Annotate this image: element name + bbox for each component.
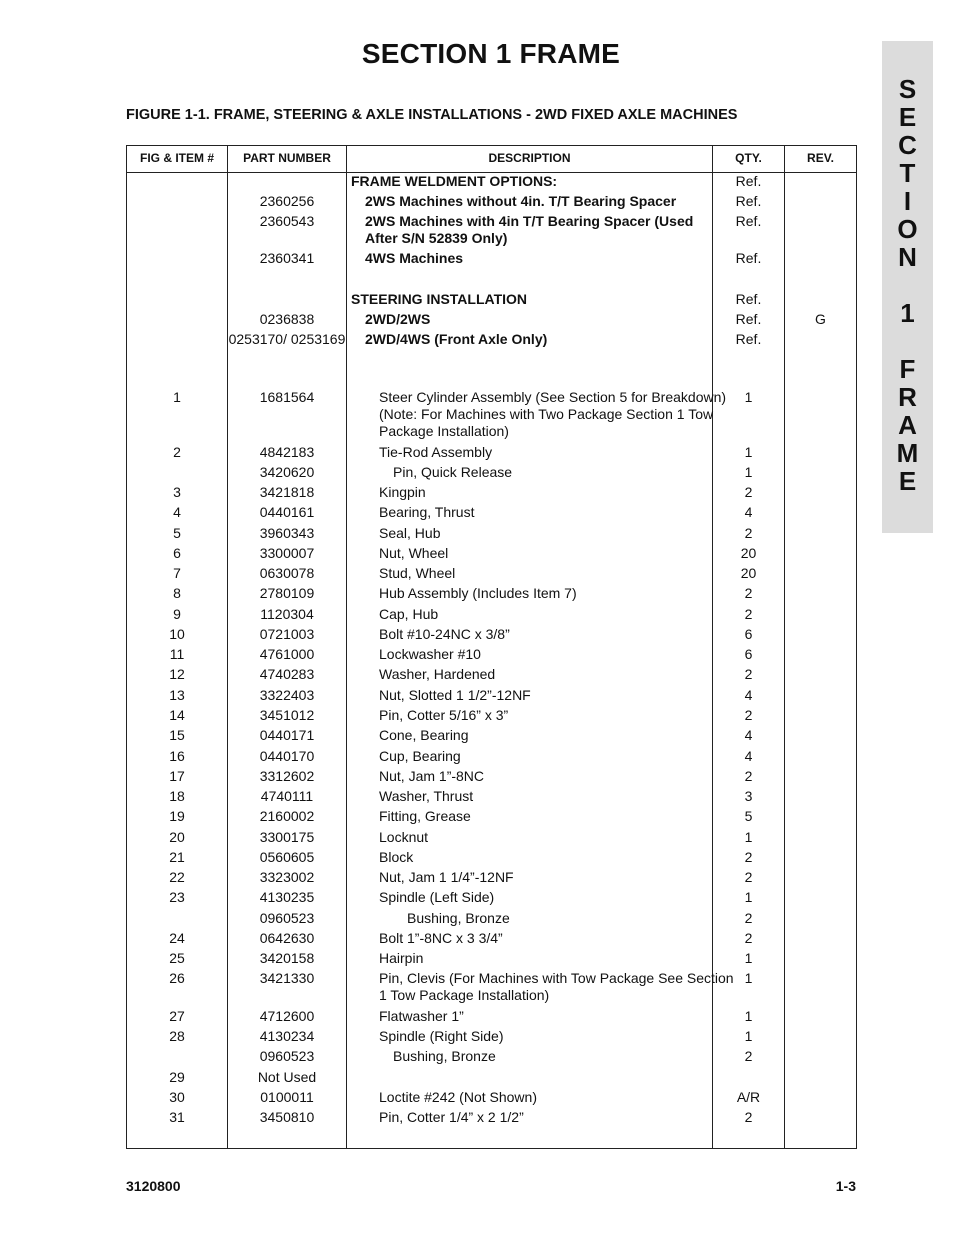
- description-cell: Spindle (Right Side): [379, 1028, 504, 1044]
- description-cell: Nut, Slotted 1 1/2”-12NF: [379, 687, 531, 703]
- side-tab-letter: F: [899, 354, 916, 384]
- table-row: [127, 1008, 856, 1028]
- part-number-cell: 1681564: [259, 389, 315, 405]
- part-number-cell: 0721003: [259, 626, 315, 642]
- part-number-cell: 4130234: [259, 1028, 315, 1044]
- part-number-cell: 0440170: [259, 748, 315, 764]
- table-row: [127, 1069, 856, 1089]
- fig-item-cell: 13: [169, 687, 185, 703]
- qty-cell: 2: [744, 849, 753, 865]
- side-tab-letter: S: [898, 74, 917, 104]
- table-row: [127, 1109, 856, 1129]
- side-tab-letter: A: [898, 410, 917, 440]
- description-cell: Cap, Hub: [379, 606, 439, 622]
- fig-item-cell: 29: [169, 1069, 185, 1085]
- fig-item-cell: 11: [169, 646, 185, 662]
- figure-title: FIGURE 1-1. FRAME, STEERING & AXLE INSTALLATIONS - 2WD FIXED AXLE MACHINES: [126, 107, 738, 123]
- table-row: [127, 565, 856, 585]
- table-row: [127, 464, 856, 484]
- table-row: [127, 291, 856, 311]
- table-row: [127, 889, 856, 910]
- qty-cell: 6: [744, 626, 753, 642]
- fig-item-cell: 10: [169, 626, 185, 642]
- fig-item-cell: 1: [173, 389, 181, 405]
- part-number-cell: 0100011: [260, 1089, 314, 1105]
- description-cell: Bushing, Bronze: [407, 910, 510, 926]
- table-row: [127, 646, 856, 666]
- qty-cell: 2: [744, 585, 753, 601]
- table-row: [127, 829, 856, 849]
- part-number-cell: 0960523: [259, 910, 315, 926]
- description-cell: Seal, Hub: [379, 525, 441, 541]
- description-cell: Block: [379, 849, 414, 865]
- part-number-cell: 4761000: [259, 646, 315, 662]
- table-row: [127, 768, 856, 788]
- description-cell: Hairpin: [379, 950, 424, 966]
- table-row: [127, 910, 856, 930]
- description-cell: 2WD/2WS: [365, 311, 431, 327]
- side-tab-letter: [882, 271, 933, 299]
- qty-cell: 2: [744, 910, 753, 926]
- qty-cell: 1: [744, 970, 753, 986]
- fig-item-cell: 23: [169, 889, 185, 905]
- table-row: [127, 950, 856, 970]
- part-number-cell: 3323002: [259, 869, 315, 885]
- qty-cell: 2: [744, 1048, 753, 1064]
- part-number-cell: 2360256: [259, 193, 315, 209]
- header-description: DESCRIPTION: [488, 151, 571, 165]
- table-row: [127, 687, 856, 707]
- table-row: [127, 788, 856, 808]
- part-number-cell: 3300007: [259, 545, 315, 561]
- qty-cell: 6: [744, 646, 753, 662]
- qty-cell: Ref.: [735, 311, 762, 327]
- description-cell: 4WS Machines: [365, 250, 464, 266]
- description-cell: Bushing, Bronze: [393, 1048, 496, 1064]
- description-cell: Steer Cylinder Assembly (See Section 5 for Breakdown) (Note: For Machines with Two Package Section 1 Tow Package Installation): [379, 389, 727, 439]
- side-tab-letter: E: [898, 102, 917, 132]
- fig-item-cell: 16: [169, 748, 185, 764]
- description-cell: Flatwasher 1”: [379, 1008, 464, 1024]
- table-row: [127, 213, 856, 250]
- description-cell: Stud, Wheel: [379, 565, 456, 581]
- side-tab-letter: I: [903, 186, 912, 216]
- qty-cell: 1: [744, 829, 753, 845]
- table-row: [127, 368, 856, 389]
- qty-cell: 2: [744, 707, 753, 723]
- fig-item-cell: 22: [169, 869, 185, 885]
- description-cell: STEERING INSTALLATION: [351, 291, 528, 307]
- part-number-cell: 4740111: [260, 788, 314, 804]
- part-number-cell: Not Used: [257, 1069, 317, 1085]
- part-number-cell: 3420158: [259, 950, 315, 966]
- description-cell: Bolt #10-24NC x 3/8”: [379, 626, 510, 642]
- qty-cell: 1: [744, 950, 753, 966]
- qty-cell: Ref.: [735, 173, 762, 189]
- part-number-cell: 3421330: [259, 970, 315, 986]
- part-number-cell: 4712600: [259, 1008, 315, 1024]
- description-cell: Pin, Clevis (For Machines with Tow Package See Section 1 Tow Package Installation): [379, 970, 734, 1003]
- description-cell: Locknut: [379, 829, 429, 845]
- side-tab-letter: E: [898, 466, 917, 496]
- table-row: [127, 331, 856, 368]
- qty-cell: 5: [744, 808, 753, 824]
- fig-item-cell: 14: [169, 707, 185, 723]
- fig-item-cell: 5: [173, 525, 181, 541]
- qty-cell: 2: [744, 484, 753, 500]
- qty-cell: Ref.: [735, 193, 762, 209]
- table-row: [127, 748, 856, 768]
- table-row: [127, 606, 856, 626]
- qty-cell: 1: [744, 1028, 753, 1044]
- qty-cell: Ref.: [735, 331, 762, 347]
- qty-cell: 1: [744, 889, 753, 905]
- part-number-cell: 3450810: [259, 1109, 315, 1125]
- fig-item-cell: 21: [169, 849, 185, 865]
- part-number-cell: 0253170/ 0253169: [228, 331, 346, 347]
- part-number-cell: 1120304: [260, 606, 314, 622]
- description-cell: 2WS Machines without 4in. T/T Bearing Spacer: [365, 193, 677, 209]
- table-row: [127, 849, 856, 869]
- description-cell: Bolt 1”-8NC x 3 3/4”: [379, 930, 503, 946]
- description-cell: Washer, Thrust: [379, 788, 474, 804]
- fig-item-cell: 18: [169, 788, 185, 804]
- table-row: [127, 930, 856, 950]
- description-cell: Washer, Hardened: [379, 666, 496, 682]
- qty-cell: Ref.: [735, 250, 762, 266]
- qty-cell: 4: [744, 687, 753, 703]
- qty-cell: 1: [744, 1008, 753, 1024]
- description-cell: Spindle (Left Side): [379, 889, 495, 905]
- header-fig-item: FIG & ITEM #: [139, 151, 214, 165]
- table-row: [127, 545, 856, 565]
- qty-cell: 1: [744, 444, 753, 460]
- qty-cell: 2: [744, 606, 753, 622]
- description-cell: Kingpin: [379, 484, 426, 500]
- qty-cell: 20: [740, 545, 757, 561]
- fig-item-cell: 6: [173, 545, 181, 561]
- description-cell: Bearing, Thrust: [379, 504, 475, 520]
- part-number-cell: 4842183: [259, 444, 315, 460]
- table-row: [127, 1089, 856, 1109]
- description-cell: Pin, Quick Release: [393, 464, 513, 480]
- part-number-cell: 3300175: [259, 829, 315, 845]
- part-number-cell: 2160002: [259, 808, 315, 824]
- fig-item-cell: 17: [169, 768, 185, 784]
- qty-cell: Ref.: [735, 291, 762, 307]
- table-row: [127, 444, 856, 464]
- fig-item-cell: 15: [169, 727, 185, 743]
- part-number-cell: 0630078: [259, 565, 315, 581]
- table-row: [127, 1048, 856, 1069]
- table-row: [127, 1028, 856, 1048]
- page-number: 1-3: [835, 1178, 856, 1194]
- part-number-cell: 3312602: [259, 768, 315, 784]
- qty-cell: 2: [744, 869, 753, 885]
- description-cell: Loctite #242 (Not Shown): [379, 1089, 537, 1105]
- part-number-cell: 0960523: [259, 1048, 315, 1064]
- fig-item-cell: 12: [169, 666, 185, 682]
- part-number-cell: 0440171: [259, 727, 315, 743]
- section-side-tab: [882, 41, 933, 533]
- part-number-cell: 3960343: [259, 525, 315, 541]
- table-row: [127, 173, 856, 193]
- fig-item-cell: 25: [169, 950, 185, 966]
- part-number-cell: 3451012: [259, 707, 315, 723]
- description-cell: Nut, Jam 1”-8NC: [379, 768, 485, 784]
- qty-cell: 20: [740, 565, 757, 581]
- table-row: [127, 525, 856, 545]
- table-row: [127, 311, 856, 331]
- qty-cell: 2: [744, 525, 753, 541]
- rev-cell: G: [815, 311, 826, 327]
- fig-item-cell: 24: [169, 930, 185, 946]
- description-cell: Pin, Cotter 1/4” x 2 1/2”: [379, 1109, 524, 1125]
- fig-item-cell: 31: [169, 1109, 185, 1125]
- table-row: [127, 250, 856, 270]
- table-row: [127, 808, 856, 829]
- part-number-cell: 0642630: [259, 930, 315, 946]
- description-cell: Pin, Cotter 5/16” x 3”: [379, 707, 509, 723]
- side-tab-letter: C: [898, 130, 917, 160]
- side-tab-letter: [882, 327, 933, 355]
- page-title: SECTION 1 FRAME: [361, 38, 621, 69]
- fig-item-cell: 4: [173, 504, 181, 520]
- part-number-cell: 4740283: [259, 666, 315, 682]
- fig-item-cell: 2: [173, 444, 181, 460]
- fig-item-cell: 19: [169, 808, 185, 824]
- qty-cell: 1: [744, 464, 753, 480]
- description-cell: 2WD/4WS (Front Axle Only): [365, 331, 548, 347]
- side-tab-letter: N: [898, 242, 917, 272]
- fig-item-cell: 27: [169, 1008, 185, 1024]
- part-number-cell: 0236838: [259, 311, 315, 327]
- parts-table: [126, 145, 857, 1149]
- qty-cell: 4: [744, 748, 753, 764]
- part-number-cell: 2360341: [259, 250, 315, 266]
- fig-item-cell: 28: [169, 1028, 185, 1044]
- qty-cell: 4: [744, 727, 753, 743]
- side-tab-letter: M: [896, 438, 919, 468]
- part-number-cell: 2360543: [259, 213, 315, 229]
- description-cell: 2WS Machines with 4in T/T Bearing Spacer (Used After S/N 52839 Only): [365, 213, 694, 246]
- table-row: [127, 585, 856, 606]
- side-tab-letter: R: [898, 382, 917, 412]
- header-rev: REV.: [807, 151, 834, 165]
- qty-cell: A/R: [736, 1089, 761, 1105]
- document-number: 3120800: [126, 1178, 181, 1194]
- table-row: [127, 389, 856, 444]
- part-number-cell: 4130235: [259, 889, 315, 905]
- qty-cell: 2: [744, 1109, 753, 1125]
- qty-cell: 2: [744, 768, 753, 784]
- description-cell: Fitting, Grease: [379, 808, 471, 824]
- header-qty: QTY.: [735, 151, 762, 165]
- qty-cell: 1: [744, 389, 753, 405]
- part-number-cell: 3421818: [259, 484, 315, 500]
- part-number-cell: 0560605: [259, 849, 315, 865]
- description-cell: FRAME WELDMENT OPTIONS:: [351, 173, 558, 189]
- table-row: [127, 504, 856, 525]
- fig-item-cell: 26: [169, 970, 185, 986]
- part-number-cell: 3420620: [259, 464, 315, 480]
- description-cell: Cone, Bearing: [379, 727, 469, 743]
- table-row: [127, 626, 856, 646]
- fig-item-cell: 7: [173, 565, 181, 581]
- part-number-cell: 0440161: [259, 504, 315, 520]
- qty-cell: Ref.: [735, 213, 762, 229]
- table-row: [127, 666, 856, 687]
- description-cell: Hub Assembly (Includes Item 7): [379, 585, 577, 601]
- description-cell: Cup, Bearing: [379, 748, 461, 764]
- fig-item-cell: 9: [173, 606, 181, 622]
- description-cell: Nut, Wheel: [379, 545, 449, 561]
- description-cell: Nut, Jam 1 1/4”-12NF: [379, 869, 514, 885]
- table-row: [127, 869, 856, 889]
- header-part-number: PART NUMBER: [243, 151, 331, 165]
- side-tab-letter: 1: [900, 298, 915, 328]
- side-tab-letter: O: [897, 214, 918, 244]
- qty-cell: 2: [744, 930, 753, 946]
- fig-item-cell: 3: [173, 484, 181, 500]
- table-row: [127, 484, 856, 504]
- table-row: [127, 707, 856, 727]
- table-body: [127, 173, 856, 1129]
- fig-item-cell: 20: [169, 829, 185, 845]
- description-cell: Tie-Rod Assembly: [379, 444, 493, 460]
- qty-cell: 2: [744, 666, 753, 682]
- table-row: [127, 193, 856, 213]
- side-tab-letter: T: [899, 158, 916, 188]
- fig-item-cell: 30: [169, 1089, 185, 1105]
- fig-item-cell: 8: [173, 585, 181, 601]
- table-row: [127, 970, 856, 1008]
- table-row: [127, 270, 856, 291]
- part-number-cell: 2780109: [259, 585, 315, 601]
- qty-cell: 3: [744, 788, 753, 804]
- description-cell: Lockwasher #10: [379, 646, 481, 662]
- table-row: [127, 727, 856, 748]
- part-number-cell: 3322403: [259, 687, 315, 703]
- qty-cell: 4: [744, 504, 753, 520]
